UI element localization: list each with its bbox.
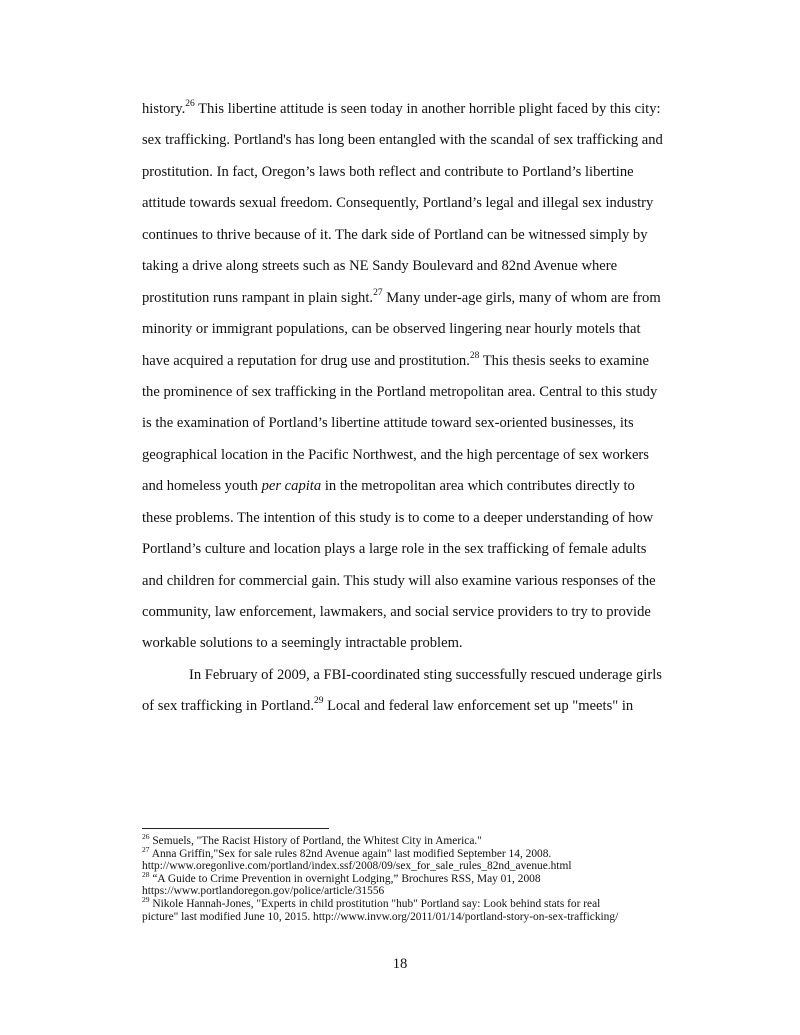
footnote-ref-28[interactable]: 28 — [469, 350, 480, 361]
footnote-29: $^{29}$ Nikole Hannah-Jones, "Experts in child prostitution "hub" Portland say: Look behind stats for real — [142, 895, 601, 910]
body-line-8: minority or immigrant populations, can be observed lingering near hourly motels that — [142, 321, 641, 338]
page-number: 18 — [392, 956, 408, 972]
footnote-ref-29[interactable]: 29 — [313, 696, 324, 707]
body-line-7: prostitution runs rampant in plain sight.$^{27}$ Many under-age girls, many of whom are from — [142, 287, 661, 306]
body-line-18: workable solutions to a seemingly intractable problem. — [142, 635, 463, 652]
body-line-13: and homeless youth per capita in the metropolitan area which contributes directly to — [142, 478, 635, 495]
body-line-20: of sex trafficking in Portland.$^{29}$ Local and federal law enforcement set up "meets" in — [142, 696, 634, 715]
body-line-2: sex trafficking. Portland's has long been entangled with the scandal of sex trafficking and — [142, 132, 663, 149]
body-line-19: In February of 2009, a FBI-coordinated sting successfully rescued underage girls — [189, 666, 662, 683]
body-line-16: and children for commercial gain. This study will also examine various responses of the — [142, 572, 656, 589]
body-line-11: is the examination of Portland’s libertine attitude toward sex-oriented businesses, its — [142, 415, 634, 432]
body-line-14: these problems. The intention of this study is to come to a deeper understanding of how — [142, 509, 654, 526]
footnote-27-url[interactable]: http://www.oregonlive.com/portland/index.ssf/2008/09/sex_for_sale_rules_82nd_avenue.html — [142, 860, 572, 873]
body-line-9: have acquired a reputation for drug use and prostitution.$^{28}$ This thesis seeks to examine — [142, 350, 649, 369]
footnote-28: $^{28}$ “A Guide to Crime Prevention in overnight Lodging,” Brochures RSS, May 01, 2008 — [142, 869, 541, 885]
footnote-27: $^{27}$ Anna Griffin,"Sex for sale rules 82nd Avenue again" last modified September 14, 2008. — [142, 844, 552, 860]
body-line-15: Portland’s culture and location plays a large role in the sex trafficking of female adults — [142, 541, 647, 558]
body-line-1: history.$^{26}$ This libertine attitude is seen today in another horrible plight faced by this city: — [142, 99, 661, 117]
body-line-10: the prominence of sex trafficking in the Portland metropolitan area. Central to this study — [142, 383, 658, 400]
body-line-17: community, law enforcement, lawmakers, and social service providers to try to provide — [142, 604, 651, 620]
body-line-5: continues to thrive because of it. The dark side of Portland can be witnessed simply by — [142, 226, 648, 243]
footnote-separator — [142, 828, 329, 829]
footnote-26: $^{26}$ Semuels, "The Racist History of Portland, the Whitest City in America." — [142, 832, 482, 847]
footnotes — [142, 832, 722, 923]
body-line-3: prostitution. In fact, Oregon’s laws both reflect and contribute to Portland’s libertine — [142, 163, 634, 180]
body-line-6: taking a drive along streets such as NE Sandy Boulevard and 82nd Avenue where — [142, 258, 618, 275]
italic-term: per capita — [261, 478, 322, 495]
body-line-4: attitude towards sexual freedom. Consequently, Portland’s legal and illegal sex industry — [142, 195, 654, 212]
footnote-29-cont: picture" last modified June 10, 2015. http://www.invw.org/2011/01/14/portland-story-on-sex-trafficking/ — [142, 910, 619, 923]
footnote-ref-26[interactable]: 26 — [185, 99, 195, 110]
body-line-12: geographical location in the Pacific Northwest, and the high percentage of sex workers — [142, 446, 649, 463]
footnote-ref-27[interactable]: 27 — [373, 287, 383, 298]
body-text — [142, 94, 722, 723]
footnote-28-url[interactable]: https://www.portlandoregon.gov/police/article/31556 — [142, 885, 385, 898]
